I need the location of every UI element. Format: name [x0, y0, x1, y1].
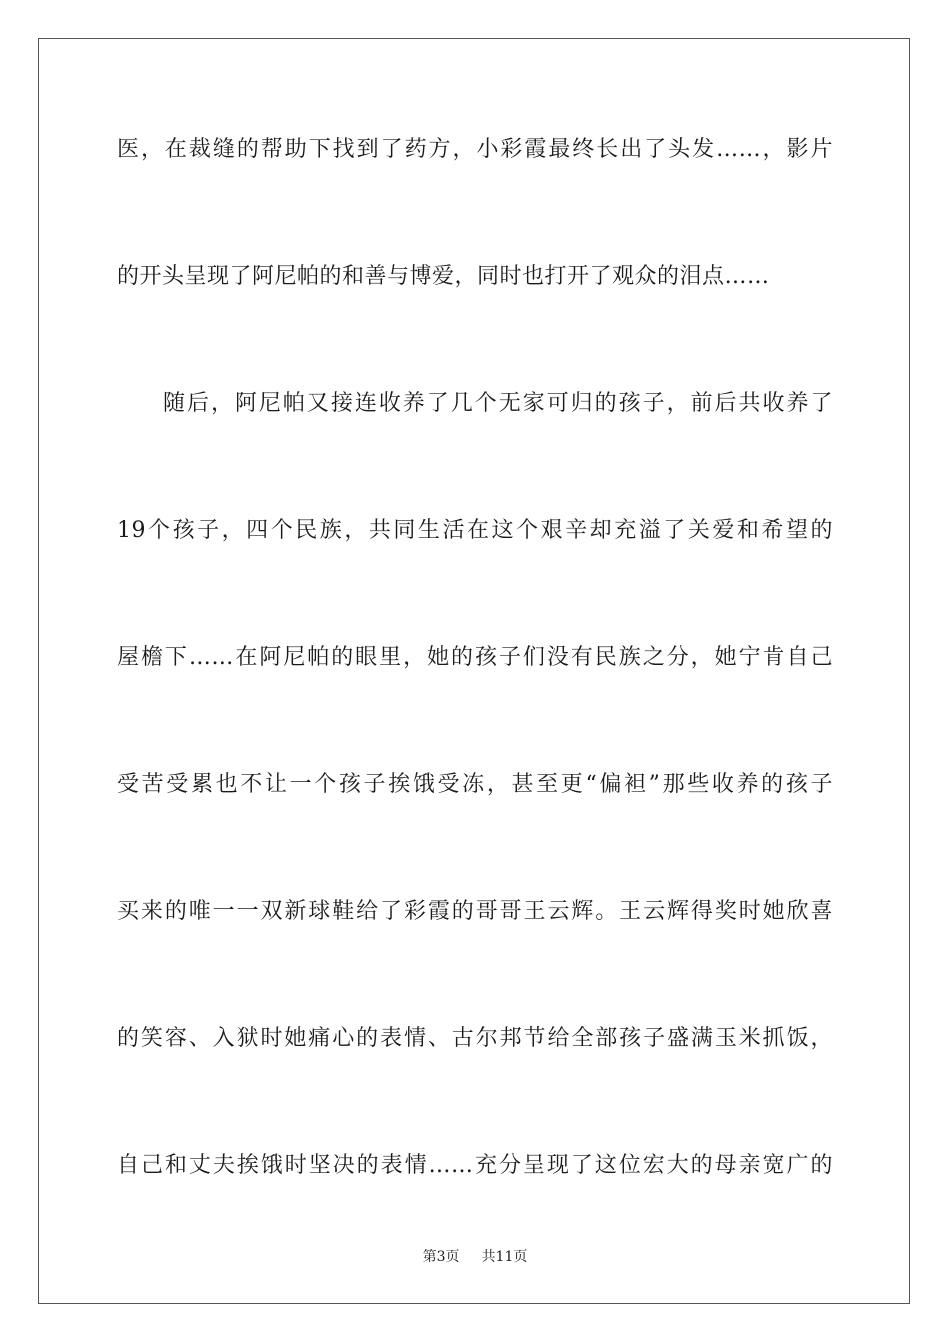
text-line-2: 的开头呈现了阿尼帕的和善与博爱，同时也打开了观众的泪点……	[117, 264, 770, 289]
total-pages: 共11页	[481, 1249, 528, 1265]
text-line-1: 医，在裁缝的帮助下找到了药方，小彩霞最终长出了头发……，影片	[117, 137, 833, 162]
text-line-8: 的笑容、入狱时她痛心的表情、古尔邦节给全部孩子盛满玉米抓饭，	[117, 1026, 833, 1051]
page-number: 第3页	[422, 1249, 460, 1265]
text-line-6: 受苦受累也不让一个孩子挨饿受冻，甚至更“偏袒”那些收养的孩子	[117, 772, 833, 797]
text-line-5: 屋檐下……在阿尼帕的眼里，她的孩子们没有民族之分，她宁肯自己	[117, 645, 833, 670]
text-line-4: 19个孩子，四个民族，共同生活在这个艰辛却充溢了关爱和希望的	[117, 518, 833, 543]
text-line-9: 自己和丈夫挨饿时坚决的表情……充分呈现了这位宏大的母亲宽广的	[117, 1153, 833, 1178]
page-footer	[0, 1248, 950, 1266]
text-line-7: 买来的唯一一双新球鞋给了彩霞的哥哥王云辉。王云辉得奖时她欣喜	[117, 899, 833, 924]
text-line-3-paragraph-start: 随后，阿尼帕又接连收养了几个无家可归的孩子，前后共收养了	[163, 391, 833, 416]
